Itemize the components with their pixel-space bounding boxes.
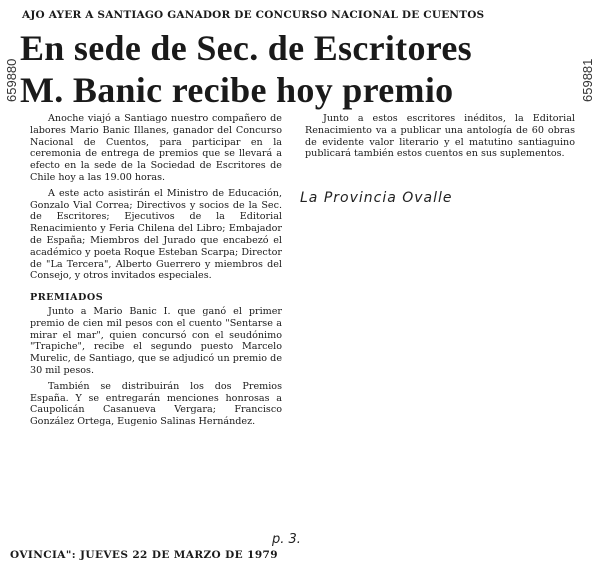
- paragraph: A este acto asistirán el Ministro de Educación, Gonzalo Vial Correa; Directivos y socios de la Sec. de Escritores; Ejecutivos de la Editorial Renacimiento y Feria Chilena del Libro; Embajador de España; Miembros del Jurado que encabezó el académico y poeta Roque Esteban Scarpa; Director de "La Tercera", Alberto Guerrero y miembros del Consejo, y otros invitados especiales.: [30, 187, 282, 282]
- paragraph: Junto a estos escritores inéditos, la Editorial Renacimiento va a publicar una antología de 60 obras de evidente valor literario y el matutino santiaguino publicará también estos cuentos en sus suplementos.: [305, 113, 575, 160]
- headline-line-2: M. Banic recibe hoy premio: [20, 70, 454, 110]
- paragraph: Anoche viajó a Santiago nuestro compañero de labores Mario Banic Illanes, ganador del Concurso Nacional de Cuentos, para participar en la ceremonia de entrega de premios que se llevará a efecto en la sede de la Sociedad de Escritores de Chile hoy a las 19.00 horas.: [30, 113, 282, 183]
- handwritten-page-note: p. 3.: [272, 532, 301, 547]
- handwritten-source-note: La Provincia Ovalle: [300, 190, 453, 206]
- archive-number-left: 659880: [4, 58, 19, 102]
- left-column: [30, 113, 282, 432]
- headline: [20, 27, 580, 111]
- archive-number-right: 659881: [580, 58, 595, 102]
- paragraph: Junto a Mario Banic I. que ganó el primer premio de cien mil pesos con el cuento "Sentarse a mirar el mar", quien concursó con el seudónimo "Trapiche", recibe el segundo puesto Marcelo Murelic, de Santiago, que se adjudicó un premio de 30 mil pesos.: [30, 305, 282, 376]
- subheading: PREMIADOS: [30, 292, 104, 304]
- right-column: [305, 113, 575, 164]
- publication-footer: OVINCIA": JUEVES 22 DE MARZO DE 1979: [10, 549, 278, 561]
- headline-line-1: En sede de Sec. de Escritores: [20, 28, 472, 68]
- paragraph: También se distribuirán los dos Premios España. Y se entregarán menciones honrosas a Caupolicán Casanueva Vergara; Francisco González Ortega, Eugenio Salinas Hernández.: [30, 380, 282, 428]
- kicker-line: AJO AYER A SANTIAGO GANADOR DE CONCURSO NACIONAL DE CUENTOS: [22, 9, 485, 21]
